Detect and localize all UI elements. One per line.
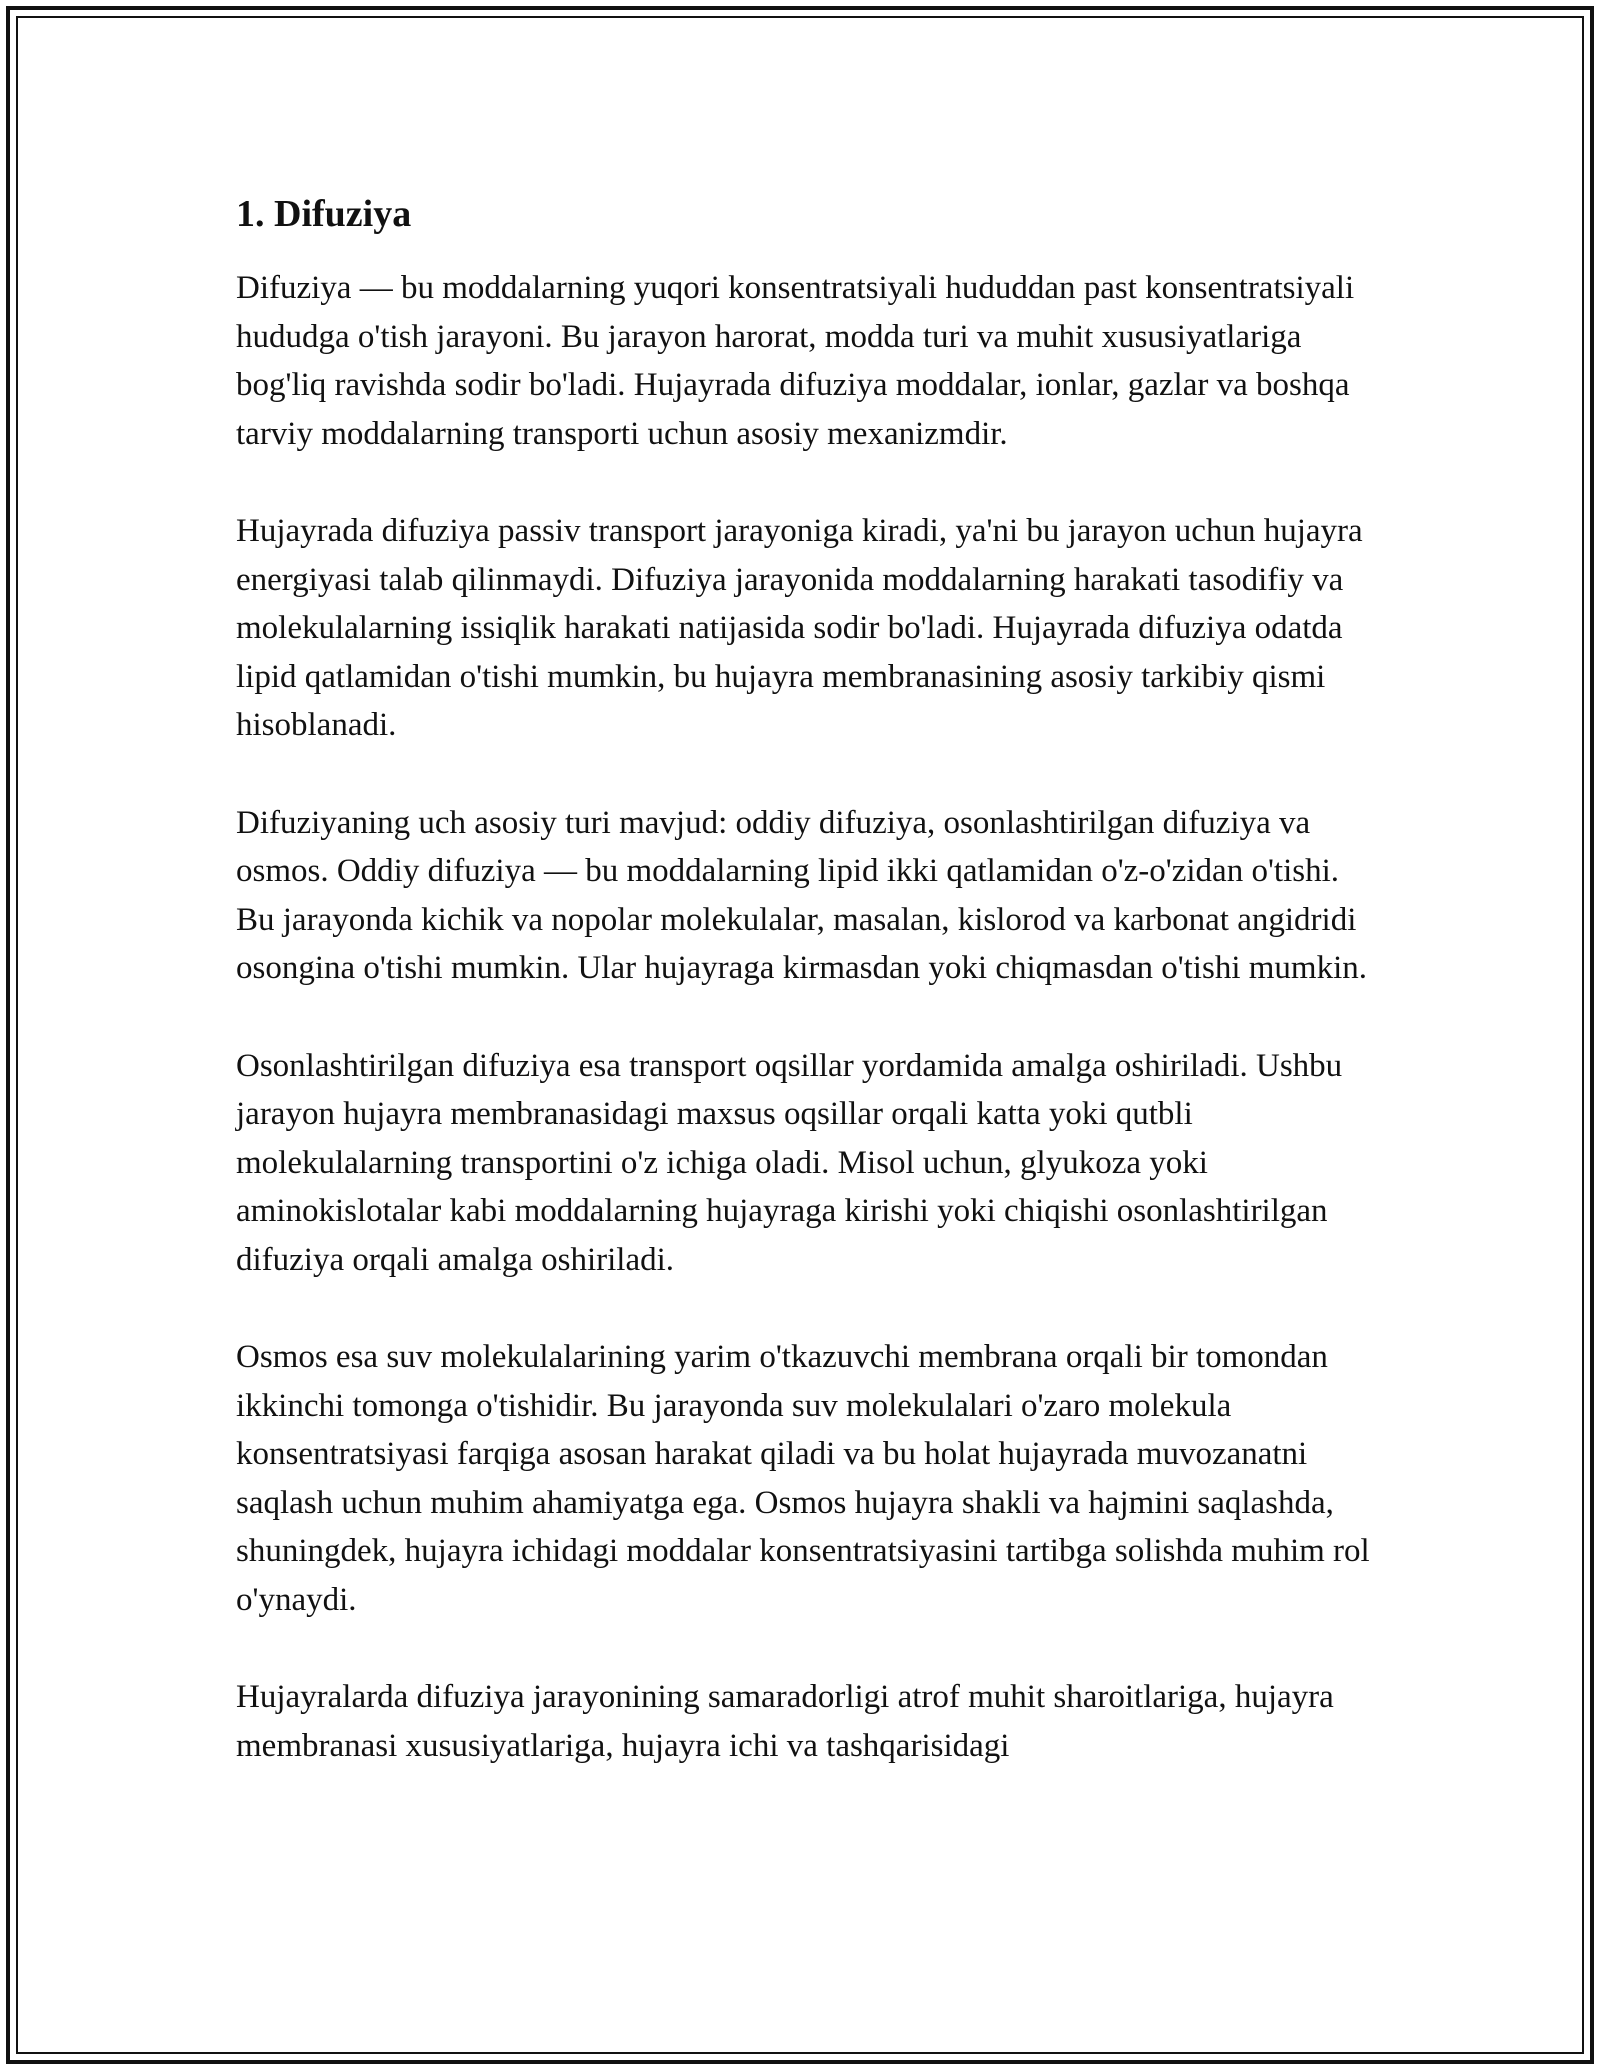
document-body: [236, 186, 1376, 1819]
paragraph-definition: Difuziya — bu moddalarning yuqori konsentratsiyali hududdan past konsentratsiyali hududga o'tish jarayoni. Bu jarayon harorat, modda turi va muhit xususiyatlariga bog'liq ravishda sodir bo'ladi. Hujayrada difuziya moddalar, ionlar, gazlar va boshqa tarviy moddalarning transporti uchun asosiy mexanizmdir.: [236, 270, 1355, 452]
paragraph-passive-transport: Hujayrada difuziya passiv transport jarayoniga kiradi, ya'ni bu jarayon uchun hujayra energiyasi talab qilinmaydi. Difuziya jarayonida moddalarning harakati tasodifiy va molekulalarning issiqlik harakati natijasida sodir bo'ladi. Hujayrada difuziya odatda lipid qatlamidan o'tishi mumkin, bu hujayra membranasining asosiy tarkibiy qismi hisoblanadi.: [236, 513, 1363, 743]
paragraph-diffusion-types: Difuziyaning uch asosiy turi mavjud: oddiy difuziya, osonlashtirilgan difuziya va osmos. Oddiy difuziya — bu moddalarning lipid ikki qatlamidan o'z-o'zidan o'tishi. Bu jarayonda kichik va nopolar molekulalar, masalan, kislorod va karbonat angidridi osongina o'tishi mumkin. Ular hujayraga kirmasdan yoki chiqmasdan o'tishi mumkin.: [236, 804, 1367, 986]
paragraph-osmosis: Osmos esa suv molekulalarining yarim o'tkazuvchi membrana orqali bir tomondan ikkinchi tomonga o'tishidir. Bu jarayonda suv molekulalari o'zaro molekula konsentratsiyasi farqiga asosan harakat qiladi va bu holat hujayrada muvozanatni saqlash uchun muhim ahamiyatga ega. Osmos hujayra shakli va hajmini saqlashda, shuningdek, hujayra ichidagi moddalar konsentratsiyasini tartibga solishda muhim rol o'ynaydi.: [236, 1339, 1370, 1618]
paragraph-facilitated-diffusion: Osonlashtirilgan difuziya esa transport oqsillar yordamida amalga oshiriladi. Ushbu jarayon hujayra membranasidagi maxsus oqsillar orqali katta yoki qutbli molekulalarning transportini o'z ichiga oladi. Misol uchun, glyukoza yoki aminokislotalar kabi moddalarning hujayraga kirishi yoki chiqishi osonlashtirilgan difuziya orqali amalga oshiriladi.: [236, 1047, 1343, 1278]
paragraph-efficiency: Hujayralarda difuziya jarayonining samaradorligi atrof muhit sharoitlariga, hujayra membranasi xususiyatlariga, hujayra ichi va tashqarisidagi: [236, 1679, 1334, 1764]
section-heading: 1. Difuziya: [236, 193, 412, 235]
